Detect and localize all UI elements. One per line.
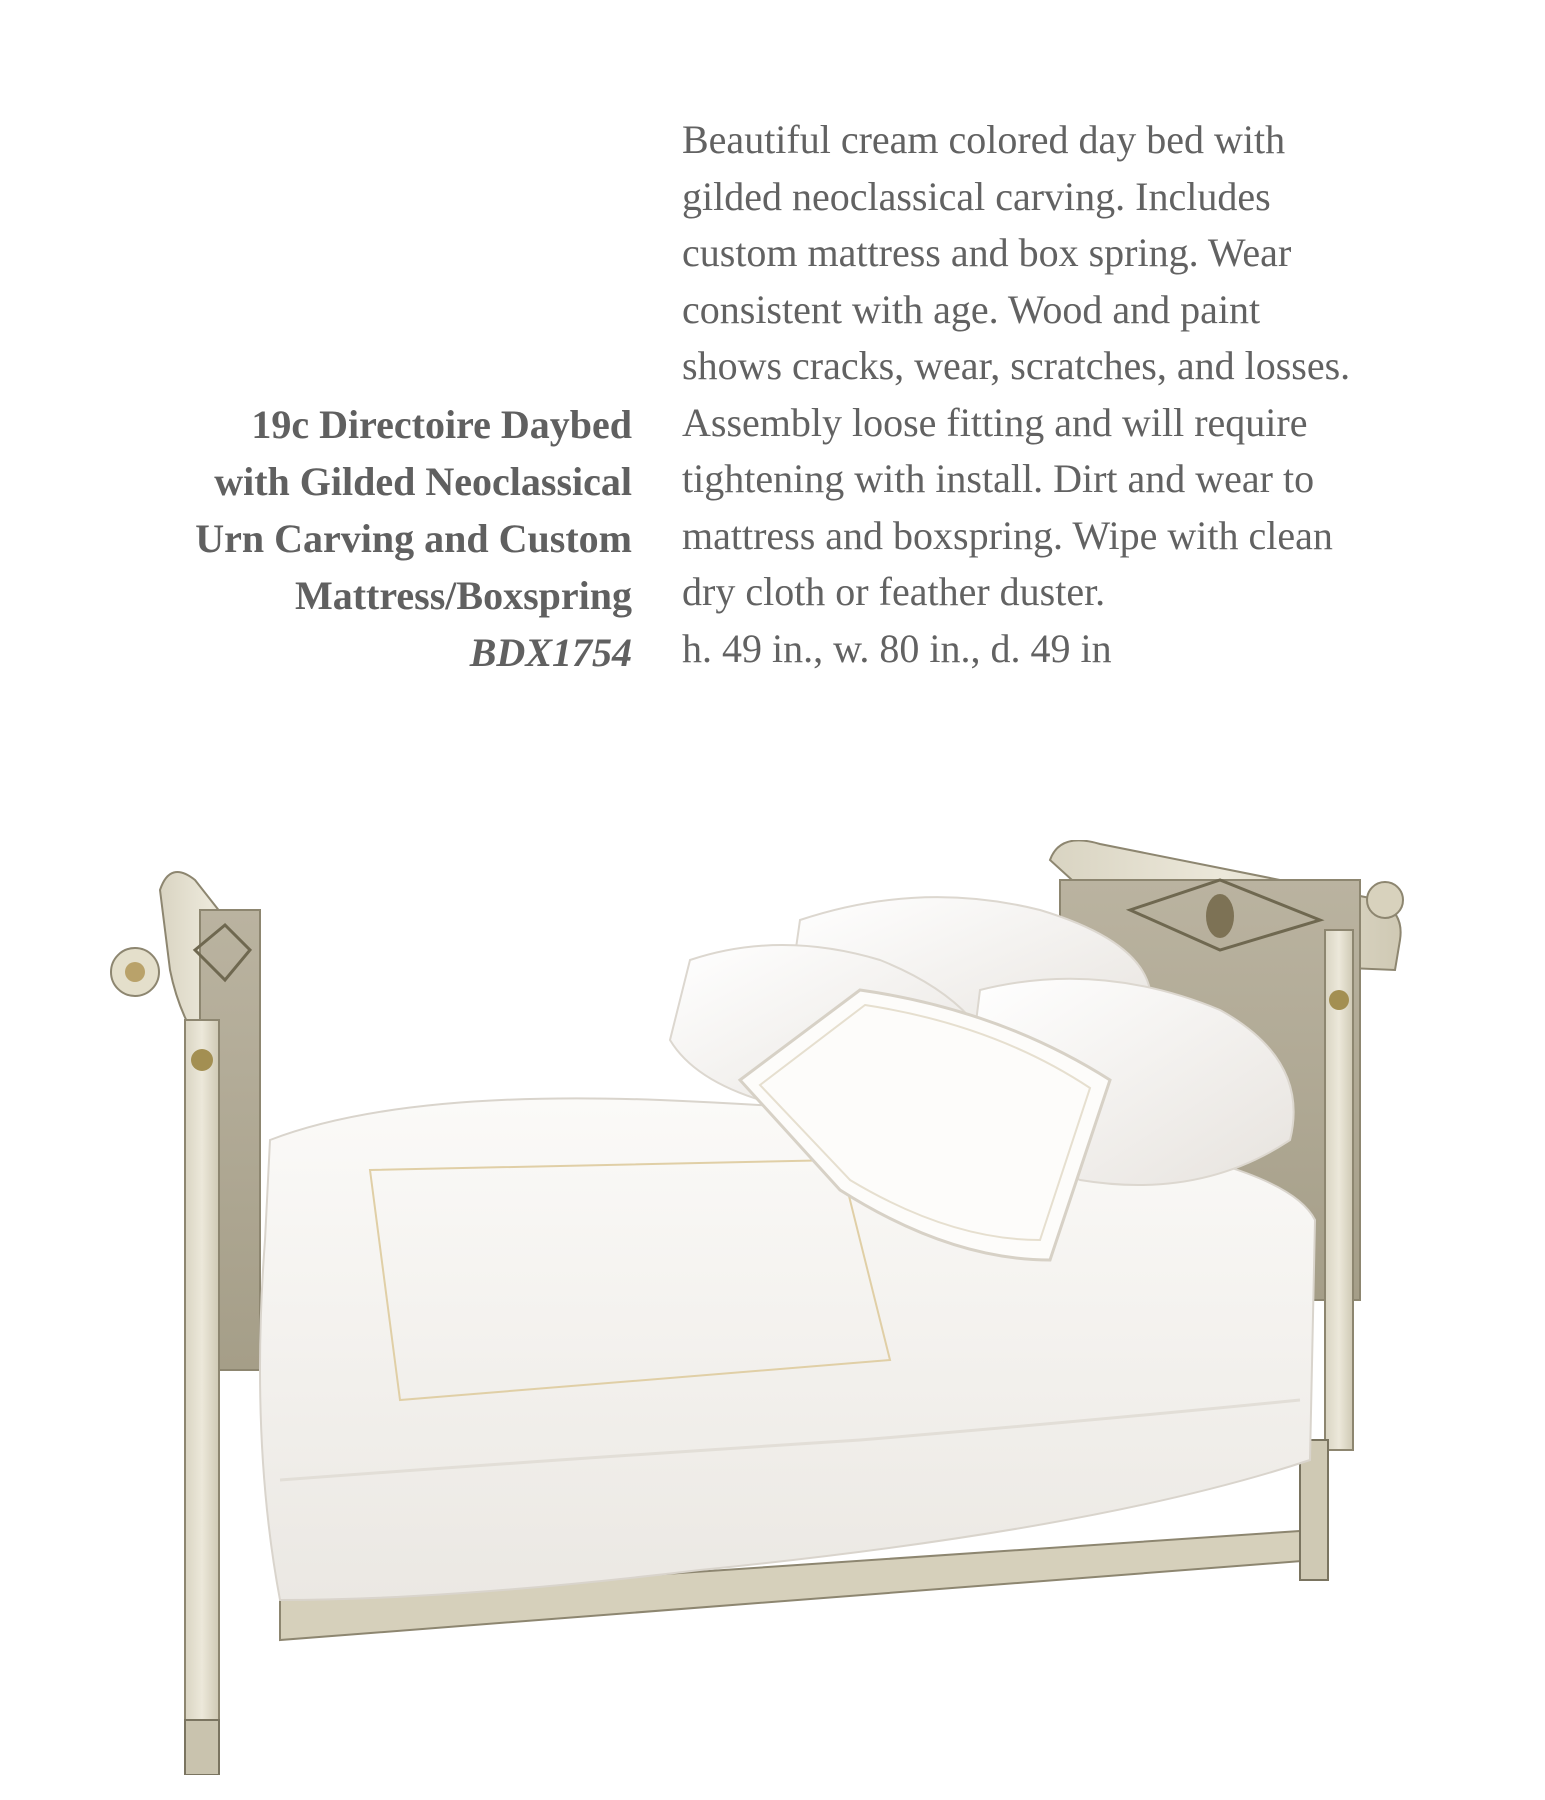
product-title-line: with Gilded Neoclassical bbox=[214, 459, 632, 504]
left-footboard bbox=[111, 872, 260, 1775]
product-sku: BDX1754 bbox=[469, 630, 632, 675]
description-line: custom mattress and box spring. Wear bbox=[682, 230, 1292, 275]
product-title-block bbox=[112, 396, 632, 681]
product-title-line: 19c Directoire Daybed bbox=[251, 402, 632, 447]
description-line: Beautiful cream colored day bed with bbox=[682, 117, 1286, 162]
description-line: Assembly loose fitting and will require bbox=[682, 399, 1308, 445]
product-title-line: Urn Carving and Custom bbox=[195, 516, 632, 561]
product-title-line: Mattress/Boxspring bbox=[294, 573, 632, 618]
daybed-photo bbox=[100, 840, 1445, 1775]
description-line: consistent with age. Wood and paint bbox=[682, 286, 1261, 332]
description-line: shows cracks, wear, scratches, and losses. bbox=[682, 343, 1351, 388]
description-line: dry cloth or feather duster. bbox=[682, 569, 1106, 614]
product-description bbox=[682, 112, 1402, 677]
description-line: tightening with install. Dirt and wear to bbox=[682, 456, 1315, 501]
product-dimensions: h. 49 in., w. 80 in., d. 49 in bbox=[682, 625, 1112, 671]
description-line: gilded neoclassical carving. Includes bbox=[682, 173, 1271, 219]
daybed-illustration bbox=[100, 840, 1445, 1775]
description-line: mattress and boxspring. Wipe with clean bbox=[682, 512, 1333, 558]
